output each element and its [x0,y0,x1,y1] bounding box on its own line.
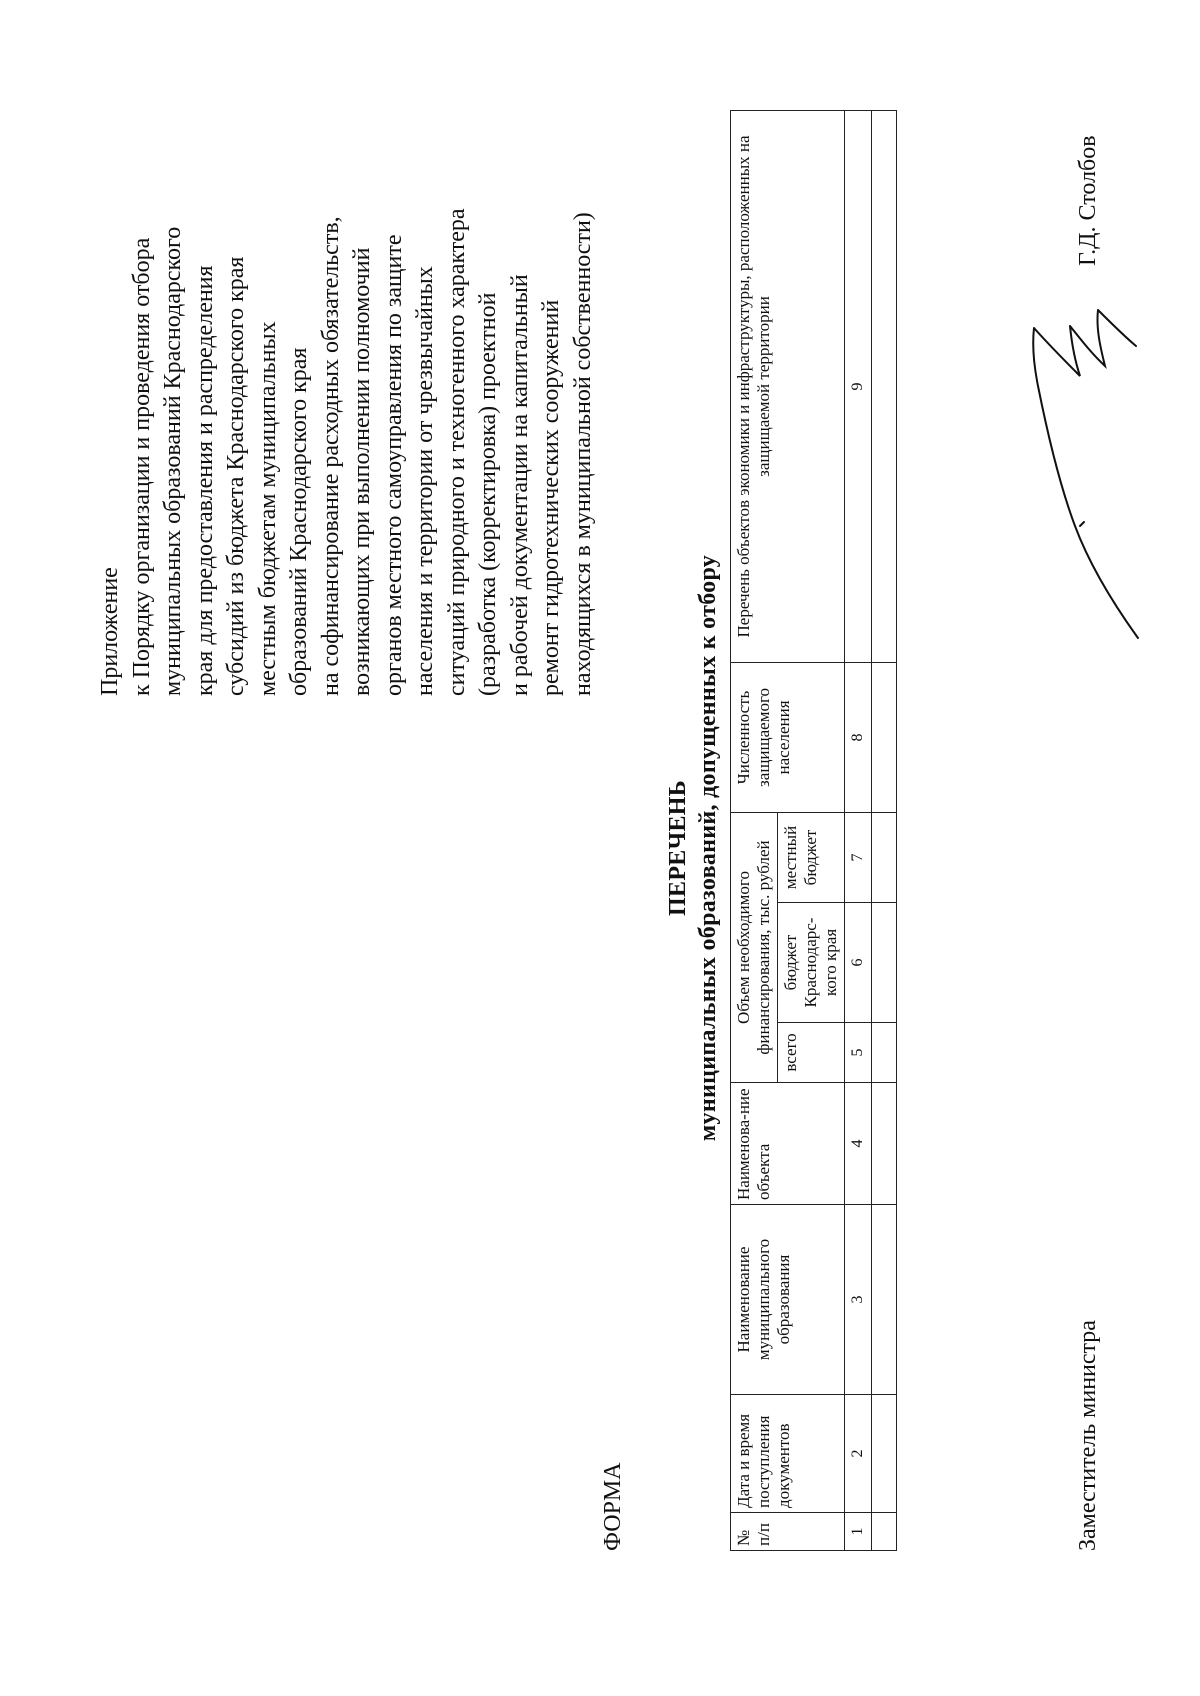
municipalities-table [730,110,897,1551]
header-protected-population: Численность защищаемого населения [731,662,845,812]
appendix-line: местным бюджетам муниципальных [254,321,281,696]
signer-position: Заместитель министра [1075,1320,1101,1551]
header-date-received: Дата и время поступления документов [731,1395,845,1513]
header-regional-budget: бюджет Краснодарс-кого края [778,903,845,1023]
appendix-line: субсидий из бюджета Краснодарского края [223,256,249,696]
appendix-line: муниципальных образований Краснодарского [160,226,186,696]
column-number: 2 [845,1395,872,1513]
table-cell [872,1083,897,1205]
table-cell [872,812,897,902]
signer-name: Г.Д. Столбов [1075,135,1101,266]
document-subtitle: муниципальных образований, допущенных к отбору [695,554,721,1142]
header-financing-volume: Объем необходимого финансирования, тыс. рублей [731,812,778,1082]
column-number: 3 [845,1205,872,1395]
document-title: ПЕРЕЧЕНЬ [665,780,691,916]
appendix-line: населения и территории от чрезвычайных [412,266,438,696]
table-cell [872,1513,897,1551]
column-number: 5 [845,1023,872,1083]
table-cell [872,110,897,662]
table-cell [872,1023,897,1083]
appendix-block [95,56,599,696]
appendix-line: к Порядку организации и проведения отбора [128,237,155,696]
table-cell [872,903,897,1023]
table-cell [872,662,897,812]
column-numbers-row [845,110,872,1550]
header-total: всего [778,1023,845,1083]
appendix-line: образований Краснодарского края [286,347,312,696]
handwritten-signature [1020,286,1160,646]
table-header-row [731,110,778,1550]
appendix-line: и рабочей документации на капитальный [506,274,533,696]
appendix-line: края для предоставления и распределения [191,265,218,696]
header-infrastructure-list: Перечень объектов экономики и инфраструктуры, расположенных на защищаемой территории [731,110,845,662]
appendix-line: органов местного самоуправления по защите [380,234,407,696]
appendix-line: на софинансирование расходных обязательств, [317,216,344,696]
appendix-line: (разработка (корректировка) проектной [475,292,501,696]
header-local-budget: местный бюджет [778,812,845,902]
table-row [872,110,897,1550]
header-object-name: Наименова-ние объекта [731,1083,845,1205]
column-number: 6 [845,903,872,1023]
header-municipality-name: Наименование муниципального образования [731,1205,845,1395]
column-number: 9 [845,110,872,662]
appendix-line: возникающих при выполнении полномочий [349,247,375,696]
column-number: 8 [845,662,872,812]
appendix-line: ситуаций природного и техногенного характера [443,208,470,696]
column-number: 4 [845,1083,872,1205]
table-cell [872,1395,897,1513]
header-number: № п/п [731,1513,845,1551]
column-number: 7 [845,812,872,902]
form-label: ФОРМА [600,1462,626,1551]
appendix-line: находящихся в муниципальной собственности) [569,212,596,696]
appendix-line: Приложение [97,567,123,696]
table-cell [872,1205,897,1395]
column-number: 1 [845,1513,872,1551]
appendix-line: ремонт гидротехнических сооружений [538,299,564,696]
